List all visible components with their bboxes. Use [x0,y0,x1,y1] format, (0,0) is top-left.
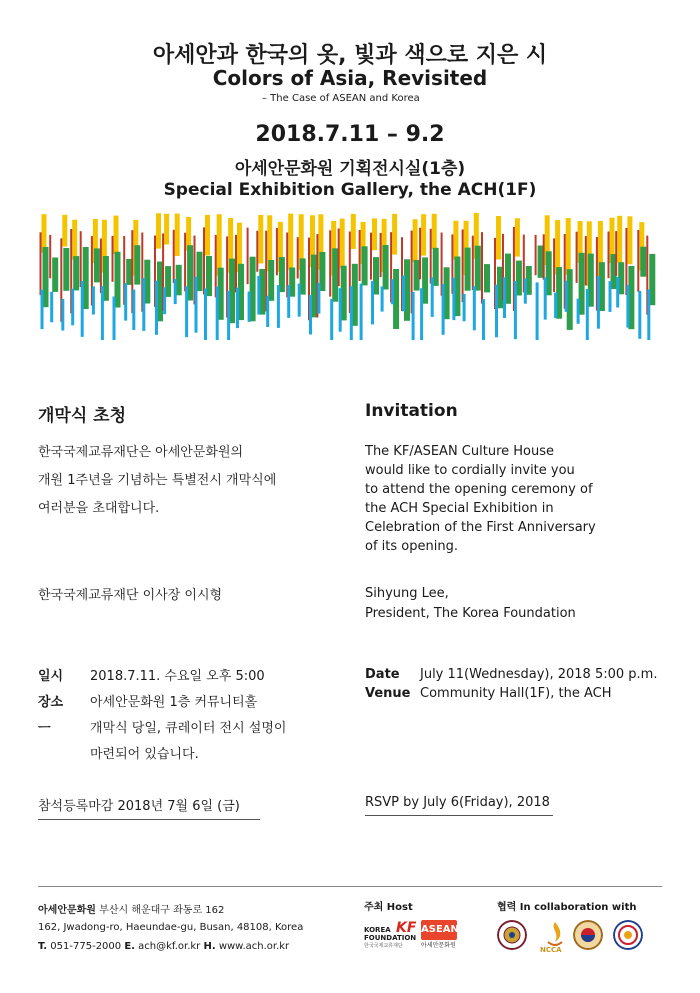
stripe-segment [586,289,589,340]
stripe-segment [585,236,587,285]
stripe-segment [256,231,258,272]
stripe-segment [175,214,180,256]
stripe-segment [413,219,418,262]
stripe-segment [453,221,458,260]
stripe-segment [340,219,345,269]
stripe-segment [359,230,361,281]
stripe-segment [114,216,119,254]
stripe-segment [297,237,299,278]
stripe-segment [412,292,415,340]
address-korean [38,901,224,916]
stripe-segment [338,229,340,287]
invitation-title-korean: 개막식 초청 [38,406,127,426]
stripe-segment [40,232,42,295]
stripe-segment [370,233,372,280]
stripe-segment [258,215,263,264]
date-row [365,667,657,682]
stripe-segment [317,283,320,314]
stripe-segment [174,279,177,304]
venue-label: Venue [365,686,411,701]
stripe-segment [495,285,498,338]
stripe-segment [472,236,474,290]
stripe-segment [515,218,520,256]
stripe-segment [236,288,239,329]
rsvp-deadline-korean: 참석등록마감 2018년 7월 6일 (금) [38,795,260,820]
stripe-segment [204,289,207,341]
venue-korean: 아세안문화원 기획전시실(1층) [234,159,466,179]
exhibition-dates: 2018.7.11 – 9.2 [255,122,445,147]
stripe-segment [124,283,127,321]
stripe-segment [419,228,421,280]
stripe-segment [566,218,571,275]
tel-value[interactable]: 051-775-2000 [50,941,122,952]
stripe-segment [339,288,342,332]
stripe-segment [473,286,476,330]
stripe-segment [217,214,222,276]
stripe-segment [72,220,77,260]
stripe-segment [42,214,47,253]
kf-logo-korean: 한국국제교류재단 [364,943,403,949]
stripe-segment [71,289,74,326]
stripe-segment [184,233,186,292]
stripe-segment [465,248,471,291]
stripe-segment [277,285,280,328]
time-label: 일시 [38,669,64,684]
stripe-segment [52,258,58,292]
subtitle: – The Case of ASEAN and Korea [262,93,420,104]
note-line: 마련되어 있습니다. [90,747,199,762]
stripe-segment [298,284,301,317]
place-value: 아세안문화원 1층 커뮤니티홀 [90,695,258,710]
color-stripes-artwork [0,205,700,340]
stripe-segment [432,214,437,249]
time-value: 2018.7.11. 수요일 오후 5:00 [90,669,265,684]
stripe-segment [73,256,79,290]
org-name: 아세안문화원 [38,905,96,916]
stripe-segment [362,246,368,285]
stripe-segment [247,228,249,285]
philippine-museum-seal-icon [497,920,527,950]
note-row-2 [90,743,199,762]
stripe-segment [554,293,557,319]
stripe-segment [360,284,363,340]
stripe-segment [163,287,166,314]
stripe-segment [538,246,544,278]
invitation-line: 개원 1주년을 기념하는 특별전시 개막식에 [38,473,277,488]
footer-divider [38,886,662,887]
contact-line [38,941,289,952]
web-label: H. [203,941,216,952]
stripe-segment [565,281,568,312]
stripe-segment [402,276,405,312]
stripe-segment [235,235,237,293]
invitation-body-korean [38,439,338,523]
signature-korean: 한국국제교류재단 이사장 이시형 [38,588,223,603]
stripe-segment [475,246,481,291]
stripe-segment [625,228,627,295]
address-english: 162, Jwadong-ro, Haeundae-gu, Busan, 48108, Korea [38,922,304,933]
stripe-segment [626,285,629,328]
stripe-segment [257,276,260,315]
stripe-segment [155,281,158,335]
stripe-segment [544,277,547,319]
stripe-segment [309,295,312,334]
stripe-segment [134,245,140,284]
stripe-segment [514,281,517,339]
signature-line: Sihyung Lee, [365,586,449,601]
collaboration-label: 협력 In collaboration with [497,902,637,913]
stripe-segment [195,277,198,333]
address-text: 부산시 해운대구 좌동로 162 [99,905,225,916]
stripe-segment [173,230,175,283]
stripe-segment [482,299,485,340]
asean-culture-house-logo [421,920,467,956]
stripe-segment [503,277,506,318]
stripe-segment [248,292,251,322]
stripe-segment [332,248,338,301]
stripe-segment [287,285,290,318]
stripe-segment [227,291,230,340]
stripe-segment [637,230,639,292]
venue-english: Special Exhibition Gallery, the ACH(1F) [163,180,537,200]
stripe-segment [94,248,100,282]
stripe-segment [41,290,44,329]
stripe-segment [92,286,95,314]
philippine-commission-seal-icon [613,920,643,950]
signature-english [365,584,576,624]
stripe-segment [463,294,466,321]
kf-logo-line: FOUNDATION [364,934,417,942]
stripe-segment [100,239,102,294]
stripe-segment [380,233,382,277]
stripe-segment [597,276,600,329]
stripe-segment [113,297,116,341]
stripe-segment [330,299,333,340]
stripe-segment [481,232,483,304]
stripe-segment [276,228,278,275]
stripe-segment [185,286,188,337]
invitation-line: to attend the opening ceremony of [365,482,593,497]
stripe-segment [638,291,641,339]
date-label: Date [365,667,400,682]
invitation-body-english [365,442,665,556]
stripe-segment [101,286,104,340]
stripe-segment [112,236,114,282]
signature-line: President, The Korea Foundation [365,606,576,621]
stripe-segment [615,231,617,276]
stripe-segment [216,287,219,341]
host-label: 주최 Host [364,902,413,913]
stripe-segment [609,281,612,312]
stripe-segment [617,216,622,263]
stripe-segment [372,218,377,250]
stripe-segment [392,214,397,255]
title-english: Colors of Asia, Revisited [212,66,488,90]
stripe-segment [383,245,389,290]
stripe-segment [80,231,82,287]
stripe-segment [452,278,455,320]
stripe-segment [577,299,580,324]
venue-value: Community Hall(1F), the ACH [420,686,612,701]
note-line: 개막식 당일, 큐레이터 전시 설명이 [90,721,287,736]
stripe-segment [156,213,161,248]
stripe-segment [50,292,53,323]
stripe-segment [430,229,432,284]
stripe-segment [442,284,445,335]
stripe-segment [414,260,420,291]
email-label: E. [124,941,135,952]
invitation-line: would like to cordially invite you [365,463,575,478]
stripe-segment [484,264,490,292]
email-value[interactable]: ach@kf.or.kr [138,941,201,952]
stripe-segment [462,229,464,302]
title-korean: 아세안과 한국의 옷, 빛과 색으로 지은 시 [152,43,548,68]
stripe-segment [391,279,394,304]
stripe-segment [350,286,353,340]
stripe-segment [421,214,426,255]
stripe-segment [576,232,578,283]
stripe-segment [63,248,69,291]
invitation-line: of its opening. [365,539,458,554]
invitation-title-english: Invitation [365,401,458,421]
rsvp-deadline-english: RSVP by July 6(Friday), 2018 [365,795,553,816]
korea-foundation-logo [364,918,417,958]
stripe-segment [371,281,374,324]
stripe-segment [496,216,501,260]
place-row [38,691,257,710]
asean-mark: ASEAN [421,920,457,940]
stripe-segment [627,216,632,264]
stripe-segment [329,230,331,296]
stripe-segment [616,277,619,308]
stripe-segment [351,214,356,249]
stripe-segment [203,227,205,294]
note-row [38,717,286,736]
invitation-line: the ACH Special Exhibition in [365,501,554,516]
stripe-segment [553,238,555,292]
invitation-line: 여러분을 초대합니다. [38,501,160,516]
stripe-segment [381,287,384,312]
stripe-segment [535,235,537,275]
stripe-segment [555,220,560,274]
stripe-segment [431,278,434,317]
stripe-segment [266,296,269,327]
stripe-segment [49,235,51,278]
venue-row [365,686,611,701]
place-label: 장소 [38,695,64,710]
tel-label: T. [38,941,48,952]
time-row [38,665,265,684]
invitation-line: 한국국제교류재단은 아세안문화원의 [38,445,244,460]
web-value[interactable]: www.ach.or.kr [218,941,290,952]
korean-seal-icon [573,920,603,950]
invitation-line: Celebration of the First Anniversary [365,520,596,535]
stripe-segment [142,278,145,331]
note-mark: ㅡ [38,721,51,736]
kf-logo-line: KOREA [364,926,391,934]
stripe-segment [81,281,84,337]
stripe-segment [205,215,210,256]
stripe-segment [288,214,293,270]
stripe-segment [608,232,610,279]
stripe-segment [164,214,169,245]
stripe-segment [62,215,67,247]
stripe-segment [647,289,650,340]
stripe-segment [524,278,527,303]
ncca-label: NCCA [540,946,562,954]
stripe-segment [420,288,423,340]
stripe-segment [640,247,646,277]
stripe-segment [61,299,64,331]
stripe-segment [536,282,539,340]
stripe-segment [132,290,135,330]
stripe-segment [268,260,274,301]
stripe-segment [543,234,545,279]
kf-mark: KF [396,920,417,936]
date-value: July 11(Wednesday), 2018 5:00 p.m. [420,667,658,682]
asean-logo-korean: 아세안문화원 [421,942,456,949]
invitation-line: The KF/ASEAN Culture House [365,444,554,459]
